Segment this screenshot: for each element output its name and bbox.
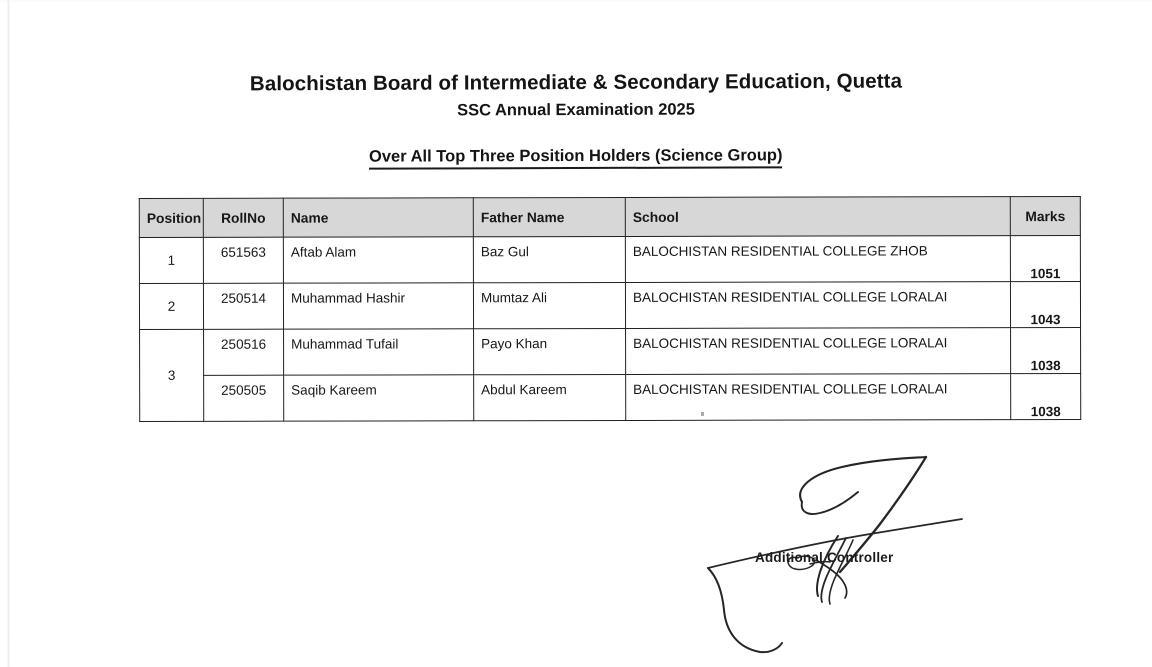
- table-row: [139, 236, 1080, 284]
- cell-marks: 1038: [1011, 374, 1081, 420]
- column-header-position: Position: [139, 198, 203, 237]
- position-holders-table: [139, 196, 1081, 422]
- signature-designation-label: Additional Controller: [755, 550, 894, 565]
- table-row: [140, 374, 1081, 422]
- cell-school: BALOCHISTAN RESIDENTIAL COLLEGE LORALAI: [626, 328, 1011, 375]
- document-heading: [0, 70, 1152, 120]
- table-header-row: [139, 197, 1080, 238]
- cell-name: Aftab Alam: [283, 237, 473, 283]
- table-header: [139, 197, 1080, 238]
- cell-marks: 1051: [1010, 236, 1080, 282]
- cell-position-merged: 3: [140, 329, 204, 421]
- column-header-rollno: RollNo: [203, 198, 283, 237]
- section-title: Over All Top Three Position Holders (Science Group): [369, 146, 783, 169]
- cell-rollno: 250516: [204, 329, 284, 375]
- cell-father-name: Payo Khan: [474, 328, 626, 374]
- results-table-container: [139, 196, 1080, 422]
- signature-block: [690, 440, 990, 665]
- column-header-marks: Marks: [1010, 197, 1080, 236]
- cell-school: BALOCHISTAN RESIDENTIAL COLLEGE LORALAI: [625, 282, 1010, 329]
- examination-title: SSC Annual Examination 2025: [457, 100, 695, 120]
- cell-school: BALOCHISTAN RESIDENTIAL COLLEGE LORALAI: [626, 374, 1011, 421]
- cell-rollno: 651563: [203, 237, 283, 283]
- cell-father-name: Mumtaz Ali: [473, 282, 625, 328]
- cell-marks: 1038: [1011, 328, 1081, 374]
- cell-father-name: Baz Gul: [473, 236, 625, 282]
- table-row: [139, 282, 1080, 330]
- cell-name: Muhammad Hashir: [283, 283, 473, 329]
- column-header-father-name: Father Name: [473, 197, 625, 236]
- column-header-school: School: [625, 197, 1010, 237]
- cell-name: Saqib Kareem: [284, 375, 474, 421]
- cell-position: 2: [139, 283, 203, 329]
- cell-rollno: 250505: [204, 375, 284, 421]
- cell-father-name: Abdul Kareem: [474, 374, 626, 420]
- cell-position: 1: [139, 237, 203, 283]
- cell-school: BALOCHISTAN RESIDENTIAL COLLEGE ZHOB: [625, 236, 1010, 283]
- scan-speck: [701, 412, 704, 416]
- cell-rollno: 250514: [203, 283, 283, 329]
- section-title-container: [0, 147, 1152, 169]
- table-row: [140, 328, 1081, 376]
- column-header-name: Name: [283, 198, 473, 237]
- table-body: [139, 236, 1080, 422]
- organization-title: Balochistan Board of Intermediate & Secondary Education, Quetta: [249, 69, 903, 96]
- cell-name: Muhammad Tufail: [284, 329, 474, 375]
- cell-marks: 1043: [1010, 282, 1080, 328]
